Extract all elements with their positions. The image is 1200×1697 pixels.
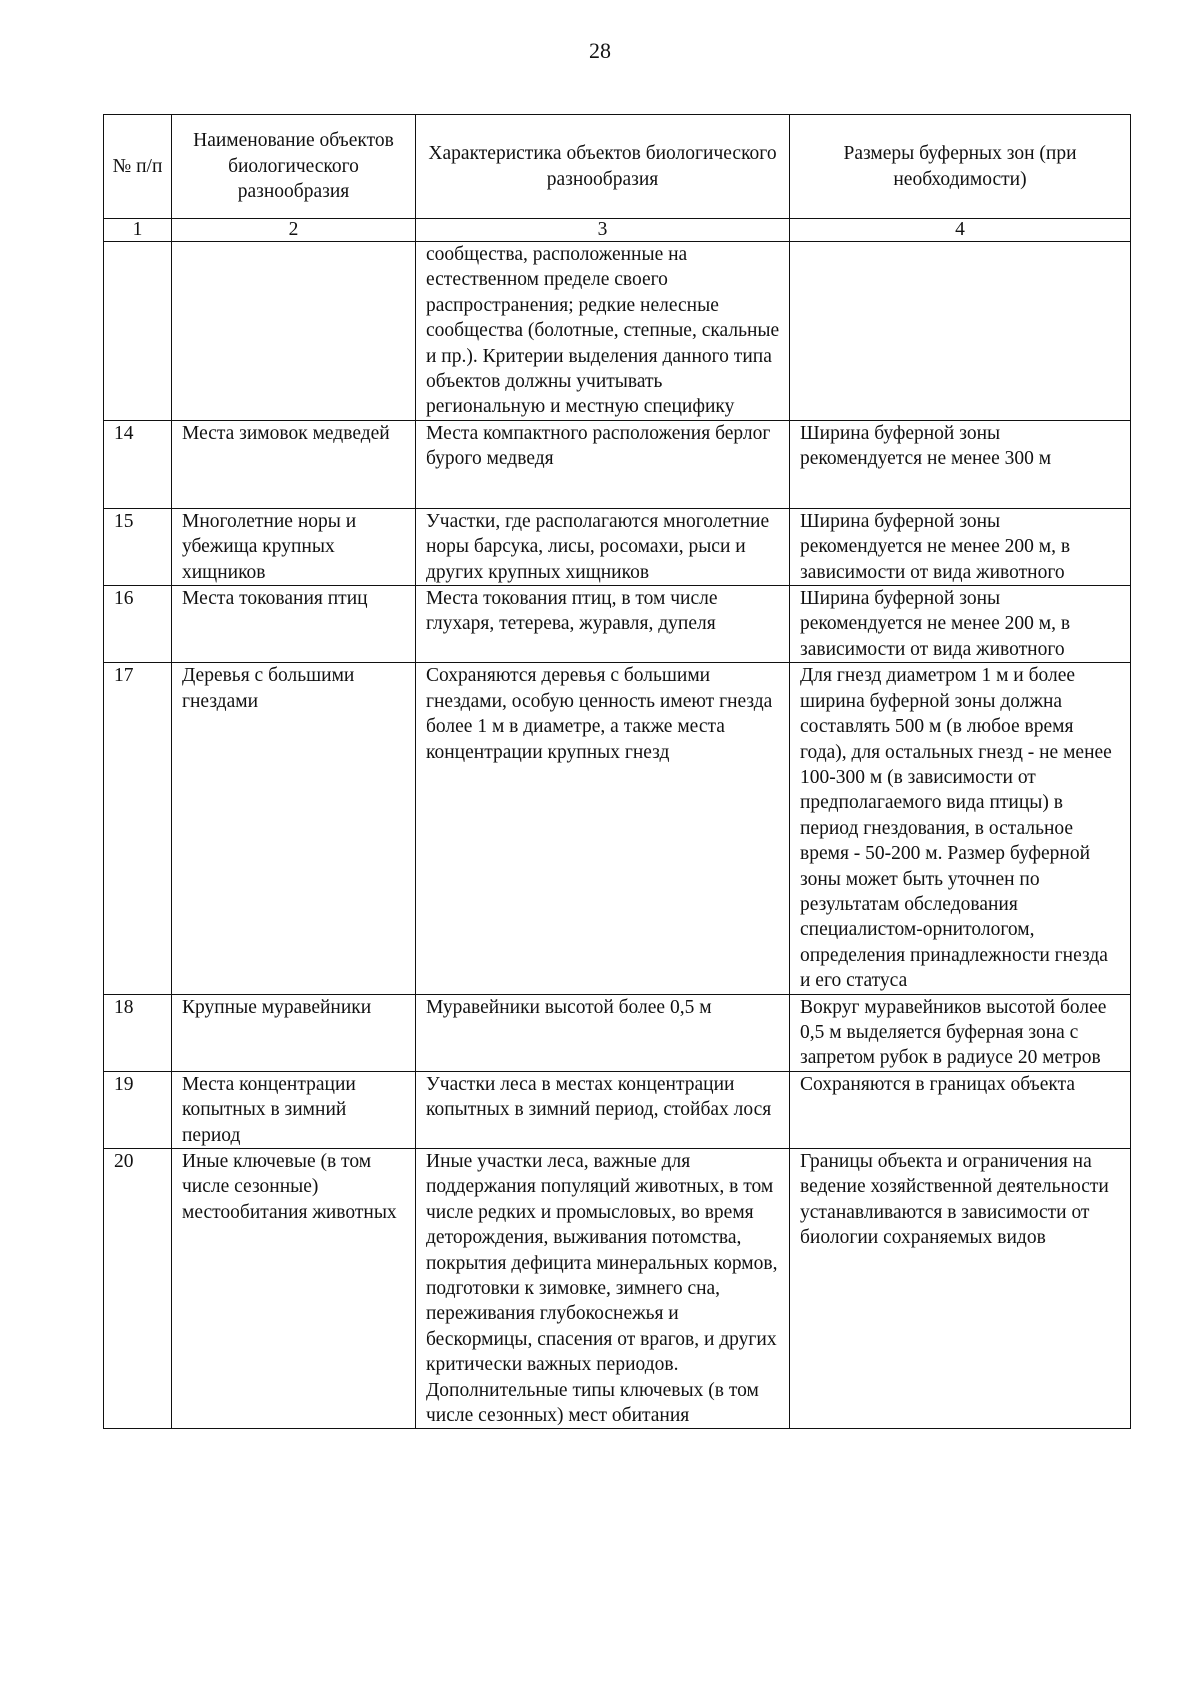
row-name: Места зимовок медведей [172,420,416,508]
row-name: Места токования птиц [172,586,416,663]
table-row [104,1071,1131,1148]
row-number [104,242,172,421]
row-buffer: Ширина буферной зоны рекомендуется не менее 200 м, в зависимости от вида животного [790,508,1131,585]
row-number: 14 [104,420,172,508]
row-number: 16 [104,586,172,663]
column-number: 2 [172,219,416,242]
row-number: 19 [104,1071,172,1148]
row-characteristic: Участки, где располагаются многолетние норы барсука, лисы, росомахи, рыси и других крупных хищников [416,508,790,585]
row-name [172,242,416,421]
row-characteristic: Места токования птиц, в том числе глухаря, тетерева, журавля, дупеля [416,586,790,663]
table-row [104,663,1131,994]
row-characteristic: сообщества, расположенные на естественном пределе своего распространения; редкие нелесные сообщества (болотные, степные, скальные и пр.). Критерии выделения данного типа объектов должны учитывать региональную и местную специфику [416,242,790,421]
row-buffer: Ширина буферной зоны рекомендуется не менее 300 м [790,420,1131,508]
row-buffer: Сохраняются в границах объекта [790,1071,1131,1148]
table-row [104,1149,1131,1429]
row-name: Деревья с большими гнездами [172,663,416,994]
table-row [104,420,1131,508]
row-buffer: Для гнезд диаметром 1 м и более ширина буферной зоны должна составлять 500 м (в любое время года), для остальных гнезд - не менее 100-300 м (в зависимости от предполагаемого вида птицы) в период гнездования, в остальное время - 50-200 м. Размер буферной зоны может быть уточнен по результатам обследования специалистом-орнитологом, определения принадлежности гнезда и его статуса [790,663,1131,994]
row-name: Места концентрации копытных в зимний период [172,1071,416,1148]
column-number: 4 [790,219,1131,242]
row-name: Крупные муравейники [172,994,416,1071]
table-row [104,994,1131,1071]
row-name: Иные ключевые (в том числе сезонные) местообитания животных [172,1149,416,1429]
table-row [104,508,1131,585]
row-characteristic: Места компактного расположения берлог бурого медведя [416,420,790,508]
row-characteristic: Участки леса в местах концентрации копытных в зимний период, стойбах лося [416,1071,790,1148]
row-buffer: Ширина буферной зоны рекомендуется не менее 200 м, в зависимости от вида животного [790,586,1131,663]
row-characteristic: Иные участки леса, важные для поддержания популяций животных, в том числе редких и промысловых, во время деторождения, выживания потомства, покрытия дефицита минеральных кормов, подготовки к зимовке, зимнего сна, переживания глубокоснежья и бескормицы, спасения от врагов, и других критически важных периодов. Дополнительные типы ключевых (в том числе сезонных) мест обитания [416,1149,790,1429]
column-number: 3 [416,219,790,242]
header-number: № п/п [104,115,172,219]
column-number: 1 [104,219,172,242]
row-characteristic: Муравейники высотой более 0,5 м [416,994,790,1071]
page-number: 28 [589,38,611,63]
row-number: 15 [104,508,172,585]
column-number-row [104,219,1131,242]
row-buffer: Вокруг муравейников высотой более 0,5 м выделяется буферная зона с запретом рубок в радиусе 20 метров [790,994,1131,1071]
row-number: 20 [104,1149,172,1429]
table-row [104,586,1131,663]
row-number: 17 [104,663,172,994]
table-header-row [104,115,1131,219]
table-row [104,242,1131,421]
row-characteristic: Сохраняются деревья с большими гнездами, особую ценность имеют гнезда более 1 м в диаметре, а также места концентрации крупных гнезд [416,663,790,994]
row-name: Многолетние норы и убежища крупных хищников [172,508,416,585]
biodiversity-table [103,114,1131,1429]
header-buffer-size: Размеры буферных зон (при необходимости) [790,115,1131,219]
row-buffer: Границы объекта и ограничения на ведение хозяйственной деятельности устанавливаются в зависимости от биологии сохраняемых видов [790,1149,1131,1429]
row-buffer [790,242,1131,421]
header-object-name: Наименование объектов биологического разнообразия [172,115,416,219]
row-number: 18 [104,994,172,1071]
header-characteristic: Характеристика объектов биологического разнообразия [416,115,790,219]
